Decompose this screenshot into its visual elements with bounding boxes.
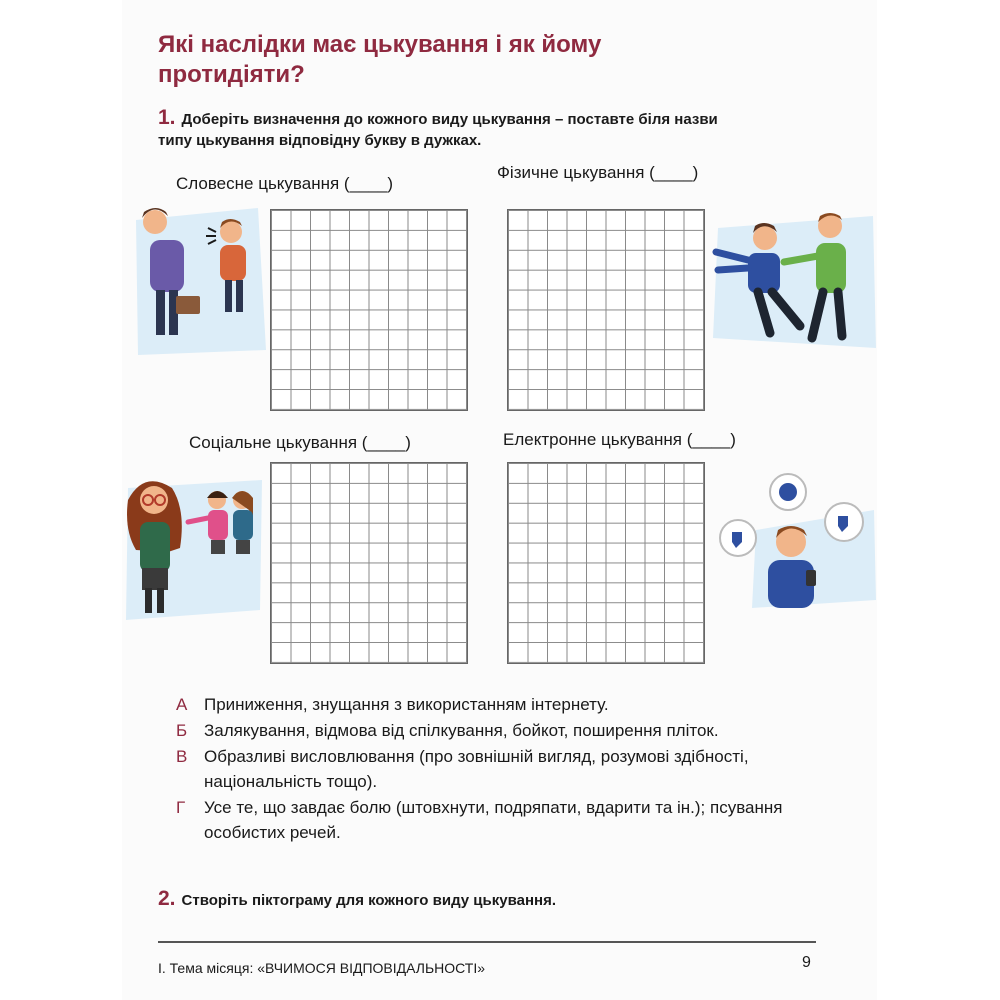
page-number: 9 xyxy=(802,954,811,971)
definition-text: Образливі висловлювання (про зовнішній вигляд, розумові здібності, національність тощо). xyxy=(204,747,749,791)
task-2 xyxy=(158,888,758,911)
task-1-text: Доберіть визначення до кожного виду цькування – поставте біля назви типу цькування відповідну букву в дужках. xyxy=(158,111,718,149)
electronic-bullying-illustration xyxy=(716,470,876,615)
task-1 xyxy=(158,107,738,151)
label-physical: Фізичне цькування (____) xyxy=(497,163,699,182)
label-social: Соціальне цькування (____) xyxy=(189,433,411,452)
grid-electronic[interactable] xyxy=(507,462,705,664)
task-2-number: 2. xyxy=(158,887,176,910)
definition-item-b xyxy=(176,718,786,743)
grid-social[interactable] xyxy=(270,462,468,664)
definition-item-h xyxy=(176,795,786,845)
physical-bullying-illustration xyxy=(708,208,878,358)
label-electronic: Електронне цькування (____) xyxy=(503,430,736,449)
definition-text: Приниження, знущання з використанням інтернету. xyxy=(204,695,609,714)
social-bullying-illustration xyxy=(122,470,267,630)
page-title: Які наслідки має цькування і як йому протидіяти? xyxy=(158,31,602,88)
footer-divider xyxy=(158,941,816,943)
definition-letter: В xyxy=(176,747,188,766)
definition-item-v xyxy=(176,744,786,794)
definition-text: Залякування, відмова від спілкування, бойкот, поширення пліток. xyxy=(204,721,719,740)
definitions-list xyxy=(176,692,786,846)
definition-item-a xyxy=(176,692,786,717)
footer-text: І. Тема місяця: «ВЧИМОСЯ ВІДПОВІДАЛЬНОСТІ» xyxy=(158,960,486,976)
label-verbal: Словесне цькування (____) xyxy=(176,174,394,193)
grid-verbal[interactable] xyxy=(270,209,468,411)
verbal-bullying-illustration xyxy=(128,200,268,360)
definition-letter: А xyxy=(176,695,188,714)
task-1-number: 1. xyxy=(158,106,176,129)
grid-physical[interactable] xyxy=(507,209,705,411)
definition-letter: Г xyxy=(176,798,186,817)
definition-letter: Б xyxy=(176,721,188,740)
task-2-text: Створіть піктограму для кожного виду цькування. xyxy=(181,892,556,909)
definition-text: Усе те, що завдає болю (штовхнути, подряпати, вдарити та ін.); псування особистих речей. xyxy=(204,798,783,842)
